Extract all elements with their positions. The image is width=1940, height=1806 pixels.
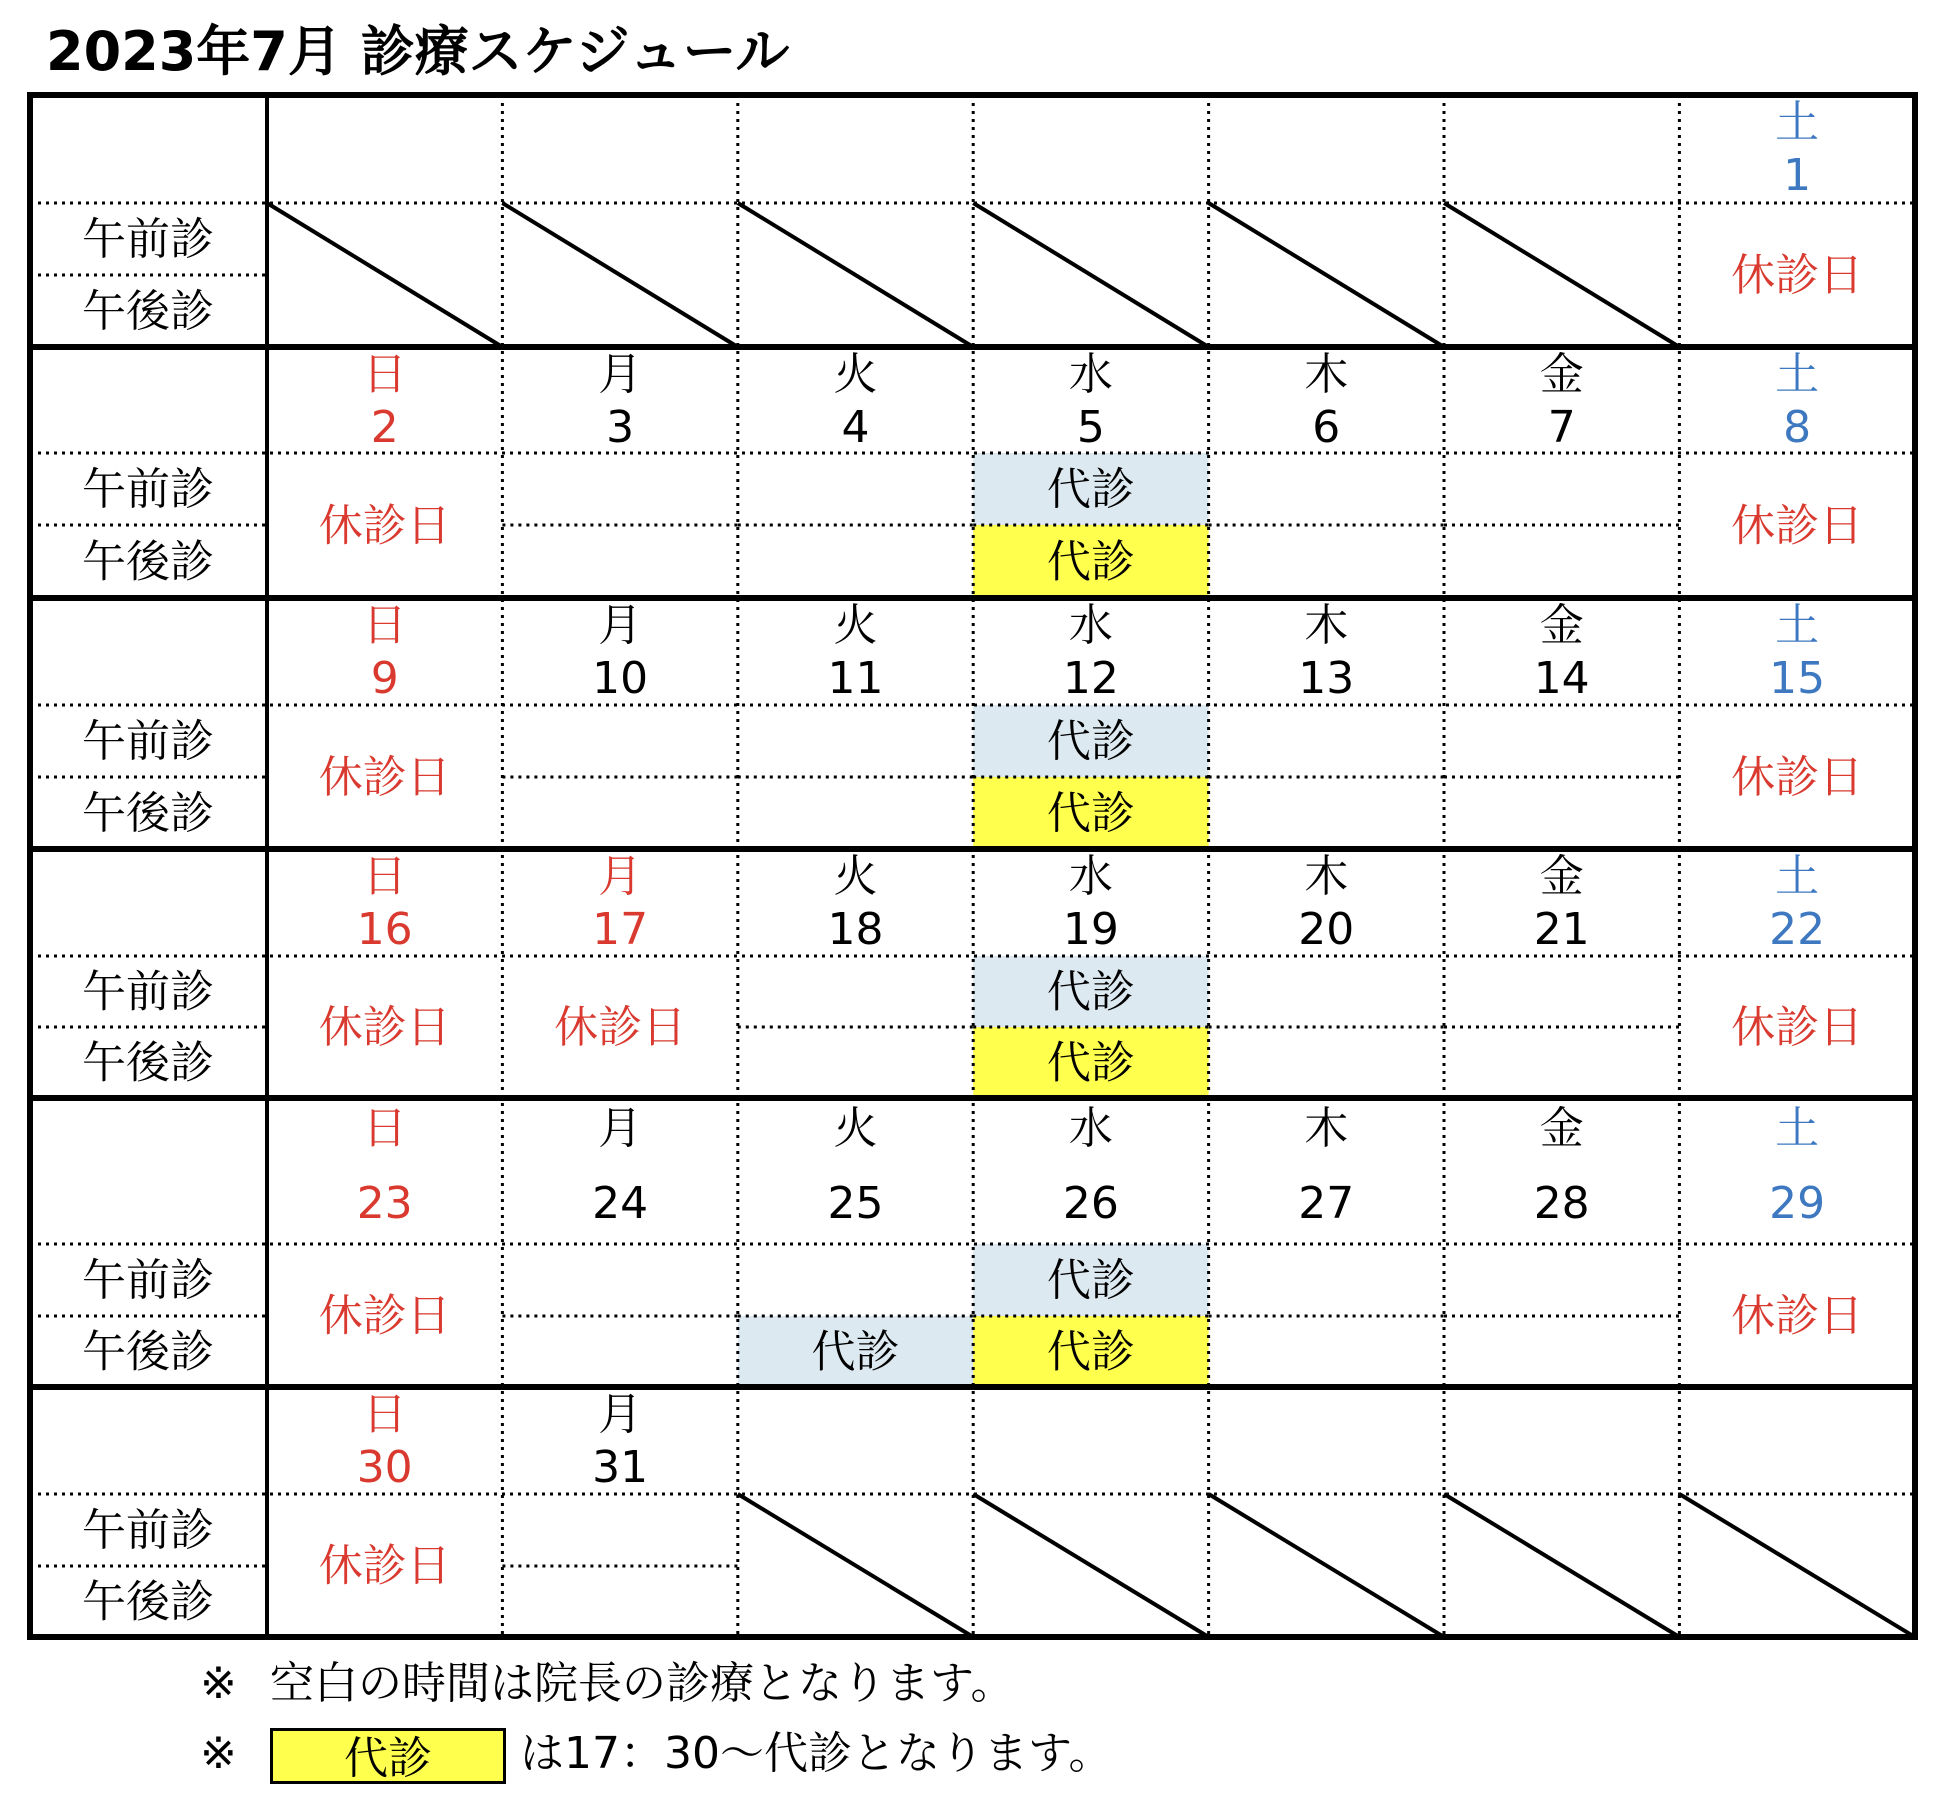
weekday-label: 日	[362, 851, 407, 902]
closed-day-label: 休診日	[318, 1290, 451, 1342]
weekday-label: 日	[362, 1103, 407, 1154]
am-row-label: 午前診	[82, 214, 214, 265]
weekday-label: 火	[833, 349, 878, 400]
weekday-label: 金	[1539, 600, 1584, 651]
pm-row-label: 午後診	[82, 536, 214, 588]
weekday-label: 火	[833, 851, 878, 902]
weekday-label: 水	[1068, 851, 1113, 902]
weekday-label: 水	[1068, 600, 1113, 651]
pm-substitute-label: 代診	[1046, 536, 1135, 588]
date-number: 18	[827, 904, 884, 955]
date-number: 21	[1533, 904, 1590, 955]
weekday-label: 木	[1304, 851, 1349, 902]
date-number: 2	[370, 402, 399, 453]
date-number: 19	[1062, 904, 1119, 955]
reference-mark: ※	[200, 1658, 237, 1709]
date-number: 16	[356, 904, 413, 955]
weekday-label: 土	[1775, 851, 1820, 902]
footnote-2-text: は17：30～代診となります。	[520, 1728, 1113, 1779]
date-number: 13	[1298, 653, 1355, 704]
weekday-label: 水	[1068, 349, 1113, 400]
pm-substitute-label: 代診	[1046, 1326, 1135, 1378]
closed-day-label: 休診日	[318, 752, 451, 803]
pm-row-label: 午後診	[82, 286, 214, 337]
date-number: 26	[1062, 1178, 1119, 1229]
date-number: 10	[592, 653, 649, 704]
diagonal-slash	[502, 203, 737, 347]
weekday-label: 木	[1304, 349, 1349, 400]
weekday-label: 火	[833, 1103, 878, 1154]
closed-day-label: 休診日	[318, 1002, 451, 1053]
date-number: 23	[356, 1178, 413, 1229]
am-substitute-label: 代診	[1046, 966, 1135, 1018]
weekday-label: 日	[362, 1389, 407, 1440]
am-row-label: 午前診	[82, 464, 214, 515]
weekday-label: 金	[1539, 851, 1584, 902]
pm-substitute-label: 代診	[811, 1326, 900, 1378]
date-number: 20	[1298, 904, 1355, 955]
closed-day-label: 休診日	[1731, 1290, 1864, 1342]
am-row-label: 午前診	[82, 716, 214, 767]
page-title: 2023年7月 診療スケジュール	[46, 20, 790, 83]
date-number: 6	[1312, 402, 1341, 453]
weekday-label: 月	[598, 349, 643, 400]
date-number: 31	[592, 1442, 649, 1493]
weekday-label: 金	[1539, 1103, 1584, 1154]
weekday-label: 木	[1304, 600, 1349, 651]
am-row-label: 午前診	[82, 1505, 214, 1556]
diagonal-slash	[1209, 203, 1444, 347]
footnote-1-text: 空白の時間は院長の診療となります。	[270, 1658, 1015, 1709]
date-number: 24	[592, 1178, 649, 1229]
footnote-2	[200, 1722, 1112, 1786]
diagonal-slash	[267, 203, 502, 347]
weekday-label: 日	[362, 349, 407, 400]
weekday-label: 月	[598, 600, 643, 651]
date-number: 17	[592, 904, 649, 955]
date-number: 5	[1076, 402, 1105, 453]
closed-day-label: 休診日	[1731, 500, 1864, 552]
closed-day-label: 休診日	[1731, 1002, 1864, 1053]
pm-row-label: 午後診	[82, 1576, 214, 1628]
date-number: 3	[606, 402, 635, 453]
weekday-label: 金	[1539, 349, 1584, 400]
date-number: 12	[1062, 653, 1119, 704]
weekday-label: 月	[598, 1103, 643, 1154]
date-number: 14	[1533, 653, 1590, 704]
diagonal-slash	[1444, 1494, 1679, 1637]
diagonal-slash	[1679, 1494, 1914, 1637]
pm-row-label: 午後診	[82, 1326, 214, 1378]
date-number: 25	[827, 1178, 884, 1229]
footnote-1	[200, 1652, 1014, 1716]
date-number: 11	[827, 653, 884, 704]
am-substitute-label: 代診	[1046, 464, 1135, 515]
date-number: 27	[1298, 1178, 1355, 1229]
date-number: 15	[1769, 653, 1826, 704]
date-number: 4	[841, 402, 870, 453]
diagonal-slash	[973, 1494, 1208, 1637]
pm-row-label: 午後診	[82, 788, 214, 839]
am-row-label: 午前診	[82, 966, 214, 1018]
diagonal-slash	[1444, 203, 1679, 347]
weekday-label: 土	[1775, 349, 1820, 400]
weekday-label: 土	[1775, 600, 1820, 651]
closed-day-label: 休診日	[1731, 250, 1864, 301]
am-substitute-label: 代診	[1046, 1255, 1135, 1306]
legend-substitute-box: 代診	[270, 1728, 506, 1784]
weekday-label: 日	[362, 600, 407, 651]
closed-day-label: 休診日	[318, 500, 451, 552]
diagonal-slash	[1209, 1494, 1444, 1637]
date-number: 9	[370, 653, 399, 704]
weekday-label: 月	[598, 851, 643, 902]
date-number: 1	[1783, 150, 1812, 201]
am-substitute-label: 代診	[1046, 716, 1135, 767]
pm-row-label: 午後診	[82, 1037, 214, 1089]
date-number: 30	[356, 1442, 413, 1493]
weekday-label: 月	[598, 1389, 643, 1440]
date-number: 22	[1769, 904, 1826, 955]
weekday-label: 土	[1775, 1103, 1820, 1154]
closed-day-label: 休診日	[1731, 752, 1864, 803]
closed-day-label: 休診日	[318, 1540, 451, 1592]
weekday-label: 木	[1304, 1103, 1349, 1154]
date-number: 8	[1783, 402, 1812, 453]
date-number: 28	[1533, 1178, 1590, 1229]
date-number: 29	[1769, 1178, 1826, 1229]
closed-day-label: 休診日	[554, 1002, 687, 1053]
pm-substitute-label: 代診	[1046, 788, 1135, 839]
weekday-label: 水	[1068, 1103, 1113, 1154]
date-number: 7	[1547, 402, 1576, 453]
pm-substitute-label: 代診	[1046, 1037, 1135, 1089]
diagonal-slash	[973, 203, 1208, 347]
diagonal-slash	[738, 203, 973, 347]
diagonal-slash	[738, 1494, 973, 1637]
weekday-label: 火	[833, 600, 878, 651]
am-row-label: 午前診	[82, 1255, 214, 1306]
weekday-label: 土	[1775, 97, 1820, 148]
reference-mark: ※	[200, 1728, 237, 1779]
